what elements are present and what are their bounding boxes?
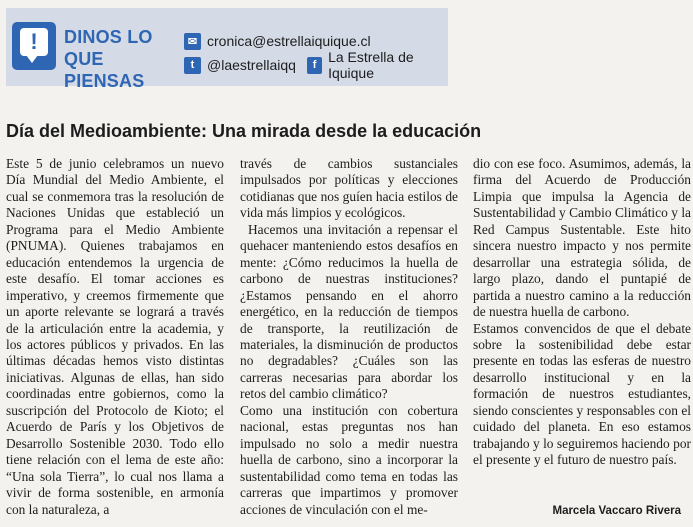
paragraph: Este 5 de junio celebramos un nuevo Día Mundial del Medio Ambiente, el cual se conmemora tras la resolución de Naciones Unidas que estableció un Programa para el Medio Ambiente (PNUMA). Quienes trabajamos en educación entendemos la urgencia de este desafío. El tomar acciones es imperativo, y creemos firmemente que un aporte relevante se logrará a través de la articulación entre la academia, y los actores públicos y privados. En las últimas décadas hemos visto distintas iniciativas. Algunas de ellas, han sido coordinadas entre gobiernos, como la suscripción del Protocolo de Kioto; el Acuerdo de París y los Objetivos de Desarrollo Sostenible 2030. Todo ello tiene relación con el lema de este año: “Una sola Tierra”, lo cual nos llama a vivir de forma sostenible, en armonía con la naturaleza, a (6, 156, 224, 517)
email-text[interactable]: cronica@estrellaiquique.cl (207, 33, 371, 49)
article-headline: Día del Medioambiente: Una mirada desde la educación (6, 121, 482, 141)
paragraph: Hacemos una invitación a repensar el quehacer manteniendo estos desafíos en mente: ¿Cómo reducimos la huella de carbono de nuestras instituciones? ¿Estamos pensando en el ahorro energético, en la reducción de tiempos de transporte, la reutilización de materiales, la disminución de productos no degradables? ¿Cuáles son las carreras necesarias para abordar los retos del cambio climático? (240, 221, 458, 402)
paragraph: Como una institución con cobertura nacional, estas preguntas nos han impulsado no solo a medir nuestra huella de carbono, sino a incorporar la sustentabilidad como tema en todas las carreras que impartimos y promover acciones de vinculación con el me- (240, 402, 458, 517)
facebook-icon: f (307, 57, 322, 74)
paragraph: Estamos convencidos de que el debate sobre la sostenibilidad debe estar presente en todas las esferas de nuestro desarrollo institucional y en la formación de nuestros estudiantes, siendo conscientes y responsables con el cuidado del planeta. En eso estamos trabajando y lo seguiremos haciendo por el presente y el futuro de nuestro país. (473, 320, 691, 468)
paragraph: través de cambios sustanciales impulsados por políticas y elecciones cotidianas que nos guíen hacia estilos de vida más limpios y ecológicos. (240, 156, 458, 221)
opinion-header (6, 8, 448, 91)
facebook-page[interactable]: La Estrella de Iquique (328, 49, 414, 81)
author-signature: Marcela Vaccaro Rivera (552, 505, 681, 517)
mail-icon: ✉ (184, 33, 201, 50)
section-title: DINOS LO QUE PIENSAS (64, 27, 153, 91)
article-column-2 (240, 156, 458, 518)
article-column-1 (6, 156, 224, 518)
facebook-contact[interactable] (307, 49, 448, 81)
speech-bubble-icon (12, 22, 56, 70)
exclamation-icon: ! (20, 28, 48, 56)
twitter-contact[interactable] (184, 54, 296, 76)
twitter-icon: t (184, 57, 201, 74)
article-column-3 (473, 156, 691, 469)
twitter-handle[interactable]: @laestrellaiqq (207, 57, 296, 73)
paragraph: dio con ese foco. Asumimos, además, la firma del Acuerdo de Producción Limpia que impulsa la Agencia de Sustentabilidad y Cambio Climático y la Red Campus Sustentable. Este hito sincera nuestro impacto y nos permite desarrollar una estrategia sólida, de largo plazo, dando el puntapié de partida a nuestro camino a la reducción de nuestra huella de carbono. (473, 156, 691, 320)
